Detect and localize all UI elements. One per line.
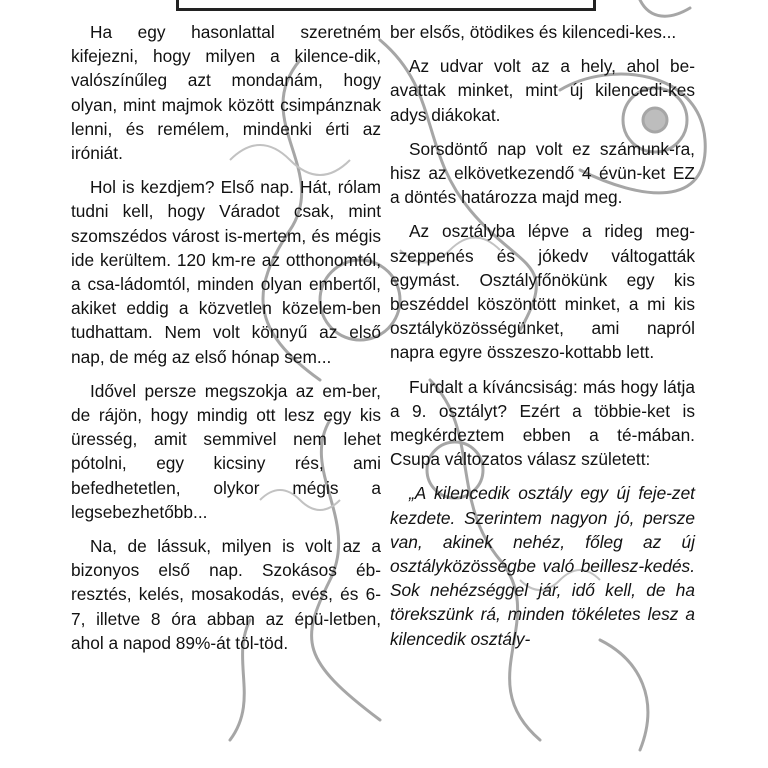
doodle-stroke xyxy=(640,0,690,16)
article-column-right xyxy=(390,20,695,661)
paragraph: Idővel persze megszokja az em-ber, de rájön, hogy mindig ott lesz egy kis üresség, amit semmivel nem lehet pótolni, egy kicsiny rés, ami befedhetetlen, olykor mégis a legsebezhetőbb... xyxy=(71,380,381,522)
quote-paragraph: „A kilencedik osztály egy új feje-zet kezdete. Szerintem nagyon jó, persze van, akinek nehéz, főleg az új osztályközösségbe való beillesz-kedés. Sok nehézséggel jár, idő kell, de ha törekszünk rá, minden tökéletes lesz a kilencedik osztály- xyxy=(390,483,695,649)
header-frame xyxy=(176,0,596,11)
paragraph: Ha egy hasonlattal szeretném kifejezni, hogy milyen a kilence-dik, valószínűleg azt mondanám, hogy olyan, mint majmok között csimpánznak lenni, és remélem, mindenki érti az iróniát. xyxy=(71,22,381,164)
paragraph: Hol is kezdjem? Első nap. Hát, rólam tudni kell, hogy Váradot csak, mint szomszédos várost is-mertem, és mégis ide kerültem. 120 km-re az otthonomtól, a csa-ládomtól, minden olyan embertől, akiket eddig a közvetlen közelem-ben tudhattam. Nem volt könnyű az első nap, de még az első hónap sem... xyxy=(71,177,381,367)
paragraph-continuation: ber elsős, ötödikes és kilencedi-kes... xyxy=(390,22,677,42)
article-column-left xyxy=(71,20,381,665)
paragraph: Furdalt a kíváncsiság: más hogy látja a 9. osztályt? Ezért a többie-ket is megkérdeztem ebben a té-mában. Csupa változatos válasz született: xyxy=(390,376,695,470)
paragraph: Az osztályba lépve a rideg meg-szeppenés és jókedv váltogatták egymást. Osztályfőnökünk egy kis beszéddel köszöntött minket, a mi kis osztályközösségünket, ami napról napra egyre összeszo-kottabb lett. xyxy=(390,221,695,363)
paragraph: Az udvar volt az a hely, ahol be-avattak minket, mint új kilencedi-kes adys diákokat. xyxy=(390,56,695,125)
paragraph: Sorsdöntő nap volt ez számunk-ra, hisz az elkövetkezendő 4 évün-ket EZ a döntés határozza majd meg. xyxy=(390,138,695,208)
paragraph: Na, de lássuk, milyen is volt az a bizonyos első nap. Szokásos éb-resztés, kelés, mosakodás, evés, és 6-7, illetve 8 óra abban az épü-letben, ahol a napod 89%-át töl-töd. xyxy=(71,536,381,653)
